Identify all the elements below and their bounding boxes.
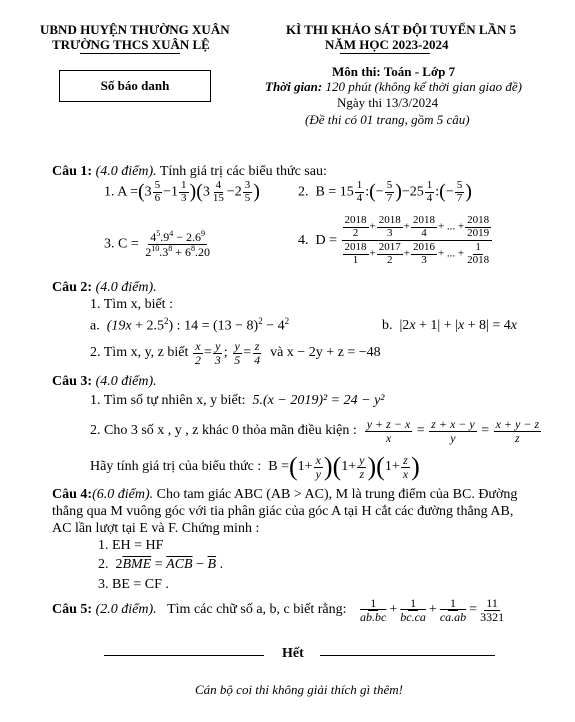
candidate-number-box — [59, 70, 211, 102]
q5-line: Câu 5: (2.0 điểm). Tìm các chữ số a, b, c biết rằng: $\frac{1}{ab.bc}$ + $\frac{1}{bc.ca}$ + $\frac{1}{ca.ab}$ = $\frac{11}{3321}$ — [52, 596, 505, 624]
q4-item2: 2. $2\overline{BME} = \overline{ACB} - \overline{B}$ . — [98, 557, 224, 572]
q2-part2-prefix: 2. Tìm x, y, z biết — [90, 345, 189, 361]
q2-expr-a: a. $(19x + 2.5^2)$ : $14 = (13 - 8)^2 - 4^2$ — [90, 316, 290, 334]
exam-note: (Đề thi có 01 trang, gồm 5 câu) — [305, 112, 470, 127]
q1-text: Tính giá trị các biểu thức sau: — [159, 164, 327, 179]
q3-part3: Hãy tính giá trị của biểu thức : B = ( 1+ $\frac{x}{y}$ ) ( 1+ $\frac{y}{z}$ ) ( 1+ $\frac{z}{x}$ ) — [90, 452, 420, 481]
q5-text: Tìm các chữ số a, b, c biết rằng: — [167, 602, 347, 618]
q1-expr-d: 4. D = $\frac{2018}{2}$ + $\frac{2018}{3}$ + $\frac{2018}{4}$ + ... + $\frac{2018}{2019}$ $\frac{2018}{1}$ + $\frac{2017}{2}$ + $\frac{2016}{3}$ + ... + $\frac{1}{2018}$ — [298, 214, 493, 267]
q3-points: (4.0 điểm). — [95, 374, 157, 389]
exam-title: KÌ THI KHẢO SÁT ĐỘI TUYỂN LẦN 5 — [286, 22, 517, 37]
q4-item1: 1. EH = HF — [98, 538, 164, 553]
q2-part2: 2. Tìm x, y, z biết $\frac{x}{2}$ = $\frac{y}{3}$ ; $\frac{y}{5}$ = $\frac{z}{4}$ và x − 2y + z = −48 — [90, 339, 381, 367]
end-rule-left — [104, 655, 264, 656]
q4-item3: 3. BE = CF . — [98, 577, 169, 592]
q1-points: (4.0 điểm). — [95, 164, 157, 179]
q1-label: Câu 1: — [52, 164, 93, 179]
q3-part2-text: 2. Cho 3 số x , y , z khác 0 thỏa mãn điều kiện : — [90, 423, 357, 439]
q4-points: (6.0 điểm). — [92, 487, 154, 502]
time-label: Thời gian: — [265, 79, 323, 94]
q2-expr-b: b. |2x + 1| + |x + 8| = 4x — [382, 318, 517, 333]
q2-part1: 1. Tìm x, biết : — [90, 297, 173, 312]
q1-heading — [52, 164, 327, 180]
school-year: NĂM HỌC 2023-2024 — [325, 37, 449, 52]
end-label: Hết — [282, 646, 304, 661]
time-value: 120 phút (không kể thời gian giao đề) — [325, 79, 522, 94]
q3-heading — [52, 374, 157, 390]
q2-part2-suffix: và x − 2y + z = −48 — [270, 345, 381, 361]
q3-part2: 2. Cho 3 số x , y , z khác 0 thỏa mãn điều kiện : $\frac{y + z - x}{x}$ = $\frac{z + x - y}{y}$ = $\frac{x + y - z}{z}$ — [90, 417, 540, 445]
candidate-number-label: Số báo danh — [100, 78, 170, 93]
q4-line2: thẳng qua M vuông góc với tia phân giác của góc A tại H cắt các đường thẳng AB, — [52, 504, 514, 519]
footer-note: Cán bộ coi thi không giải thích gì thêm! — [195, 682, 403, 697]
school-name: TRƯỜNG THCS XUÂN LỆ — [52, 37, 210, 52]
q5-label: Câu 5: — [52, 602, 93, 618]
q3-label: Câu 3: — [52, 374, 93, 389]
q3-part1 — [90, 393, 385, 409]
q4-label: Câu 4: — [52, 487, 93, 502]
end-rule-right — [320, 655, 495, 656]
q2-heading — [52, 280, 157, 296]
time-line — [265, 79, 522, 95]
q3-part1-expr: 5.(x − 2019)² = 24 − y² — [252, 393, 385, 408]
school-underline — [80, 53, 180, 54]
q3-part3-text: Hãy tính giá trị của biểu thức : — [90, 459, 262, 474]
q5-points: (2.0 điểm). — [95, 602, 157, 618]
subject: Môn thi: Toán - Lớp 7 — [332, 64, 456, 79]
district-name: UBND HUYỆN THƯỜNG XUÂN — [40, 22, 230, 37]
q4-text1: Cho tam giác ABC (AB > AC), M là trung điểm của BC. Đường — [156, 487, 518, 502]
q2-points: (4.0 điểm). — [95, 280, 157, 295]
q4-line3: AC lần lượt tại E và F. Chứng minh : — [52, 521, 260, 536]
q1-expr-b: 2. B = 15 $\frac{1}{4}$ :(− $\frac{5}{7}$ )−25 $\frac{1}{4}$ :(− $\frac{5}{7}$ ) — [298, 179, 472, 204]
exam-date: Ngày thi 13/3/2024 — [337, 95, 439, 110]
q1-expr-c: 3. C = $\frac{4^5.9^4 - 2.6^9}{2^{10}.3^8 + 6^8.20}$ — [104, 229, 211, 259]
year-underline — [340, 53, 430, 54]
q2-label: Câu 2: — [52, 280, 93, 295]
q3-part1-text: 1. Tìm số tự nhiên x, y biết: — [90, 393, 246, 408]
q1-expr-a: 1. A =(3 $\frac{5}{6}$ −1 $\frac{1}{3}$ )(3 $\frac{4}{15}$ −2 $\frac{3}{5}$ ) — [104, 179, 260, 204]
q4-line1 — [52, 487, 517, 503]
